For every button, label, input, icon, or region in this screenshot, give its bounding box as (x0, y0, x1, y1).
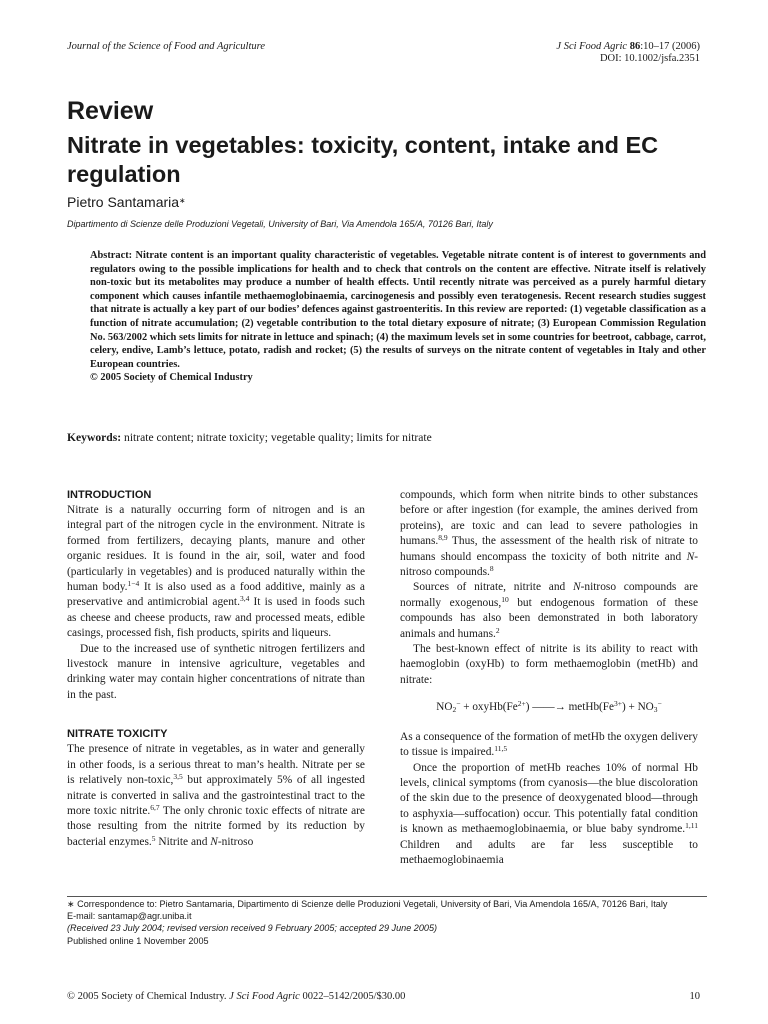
eq-superscript: − (657, 699, 662, 709)
received-dates: (Received 23 July 2004; revised version received 9 February 2005; accepted 29 June 2005) (67, 923, 438, 934)
text-span: -nitroso (217, 835, 254, 848)
section-heading-nitrate-toxicity: NITRATE TOXICITY (67, 728, 168, 741)
right-paragraph-5 (400, 761, 698, 869)
citation-ref: 5 (151, 833, 156, 843)
intro-paragraph-2: Due to the increased use of synthetic nitrogen fertilizers and livestock manure in intensive agriculture, vegetables and drinking water may contain higher concentrations of nitrate than in the past. (67, 642, 365, 701)
footer-copyright (67, 991, 405, 1002)
affiliation: Dipartimento di Scienze delle Produzioni Vegetali, University of Bari, Via Amendola 165/A, 70126 Bari, Italy (67, 219, 493, 229)
text-span: As a consequence of the formation of metHb the oxygen delivery to tissue is impaired. (400, 730, 698, 759)
journal-name: Journal of the Science of Food and Agriculture (67, 41, 266, 52)
citation-ref: 1−4 (127, 579, 140, 589)
keywords (67, 431, 707, 444)
eq-part: + oxyHb(Fe (460, 701, 518, 714)
eq-part: ) + NO (621, 701, 654, 714)
citation-ref: 6,7 (150, 802, 160, 812)
right-paragraph-4 (400, 730, 698, 761)
citation-line (556, 41, 700, 53)
right-column (400, 488, 698, 868)
abstract (90, 249, 706, 385)
citation-ref: 8 (489, 564, 494, 574)
footer-journal: J Sci Food Agric (229, 991, 300, 1002)
eq-subscript: 3 (653, 705, 658, 715)
citation-ref: 8,9 (438, 533, 448, 543)
citation-block (556, 41, 700, 65)
abstract-text: Abstract: Nitrate content is an important quality characteristic of vegetables. Vegetable nitrate content is of interest to governments and regulators owing to the possible implications for health and to check that controls on the content are effective. Nitrate itself is relatively non-toxic but its metabolites may produce a number of health effects. Until recently nitrate was perceived as a purely harmful dietary component which causes infantile methaemoglobinaemia, carcinogenesis and possibly even teratogenesis. Recent research studies suggest that nitrate is actually a key part of our bodies’ defences against gastroenteritis. In this review are reported: (1) vegetable classification as a function of nitrate accumulation; (2) vegetable contribution to the total dietary exposure of nitrate; (3) European Commission Regulation No. 563/2002 which sets limits for nitrate in lettuce and spinach; (4) the maximum levels set in some countries for beetroot, cabbage, carrot, celery, endive, Lamb’s lettuce, potato, radish and rocket; (5) the results of surveys on the nitrate content of vegetables in Italy and other European countries. (90, 250, 706, 370)
eq-part: ) ——→ metHb(Fe (525, 701, 614, 714)
text-span: -nitroso compounds. (400, 550, 698, 579)
text-span: © 2005 Society of Chemical Industry. (67, 991, 230, 1002)
eq-superscript: − (456, 699, 461, 709)
text-span: but approximately 5% of all ingested nitrate is converted in saliva and the gastrointestinal tract to the more toxic nitrite. (67, 774, 365, 817)
citation-pages: :10–17 (2006) (640, 41, 700, 52)
italic-n: N (572, 581, 581, 594)
author-name: Pietro Santamaria (67, 194, 180, 210)
left-column (67, 488, 365, 850)
author-mark: ∗ (179, 196, 186, 205)
eq-subscript: 2 (452, 705, 457, 715)
article-type: Review (67, 97, 154, 125)
citation-ref: 3,5 (173, 772, 183, 782)
citation-ref: 1,11 (685, 821, 698, 831)
text-span: compounds, which form when nitrite binds to other substances before or after ingestion (for example, the amines derived from proteins), are toxic and can lead to severe pathologies in humans. (400, 489, 698, 548)
text-span: Nitrite and (155, 835, 211, 848)
text-span: -nitroso compounds are normally exogenous, (400, 581, 698, 609)
text-span: The presence of nitrate in vegetables, as in water and generally in other foods, is a serious threat to man’s health. Nitrate per se is relatively non-toxic, (67, 743, 365, 787)
keywords-text: nitrate content; nitrate toxicity; vegetable quality; limits for nitrate (124, 431, 432, 444)
published-online: Published online 1 November 2005 (67, 935, 209, 946)
text-span: Thus, the assessment of the health risk of nitrate to humans should encompass the toxicity of both nitrite and (400, 535, 698, 563)
text-span: Sources of nitrate, nitrite and (413, 581, 573, 594)
citation-volume: 86 (629, 41, 641, 52)
text-span: 0022–5142/2005/$30.00 (299, 991, 406, 1002)
citation-ref: 3,4 (239, 594, 250, 604)
italic-n: N (686, 550, 695, 563)
abstract-copyright: © 2005 Society of Chemical Industry (90, 372, 253, 384)
author-line (67, 194, 185, 210)
right-paragraph-3: The best-known effect of nitrite is its ability to react with haemoglobin (oxyHb) to form methaemoglobin (metHb) and nitrate: (400, 643, 698, 686)
doi: DOI: 10.1002/jsfa.2351 (599, 53, 700, 64)
text-span: Once the proportion of metHb reaches 10% of normal Hb levels, clinical symptoms (from cyanosis—the blue discoloration of the skin due to the presence of deoxygenated blood—through to asphyxia—suffocation) occur. This potentially fatal condition is known as methaemoglobinaemia, or blue baby syndrome. (400, 761, 698, 836)
italic-n: N (210, 835, 218, 848)
footnote (67, 898, 707, 947)
text-span: The only chronic toxic effects of nitrate are those resulting from the nitrite formed by its reduction by bacterial enzymes. (67, 804, 365, 848)
right-paragraph-1 (400, 488, 698, 580)
citation-journal: J Sci Food Agric (556, 41, 628, 52)
toxicity-paragraph-1 (67, 742, 365, 850)
eq-superscript: 2+ (517, 699, 526, 709)
article-title: Nitrate in vegetables: toxicity, content, intake and EC regulation (67, 132, 659, 187)
chemical-equation (400, 700, 698, 715)
keywords-label: Keywords: (67, 431, 122, 444)
text-span: It is used in foods such as cheese and cheese products, raw and processed meats, edible casings, processed fish, fish products, spirits and liqueurs. (67, 596, 365, 640)
correspondence-email: E-mail: santamap@agr.uniba.it (67, 911, 192, 922)
citation-ref: 11,5 (494, 744, 508, 754)
section-heading-introduction: INTRODUCTION (67, 489, 152, 501)
text-span: It is also used as a food additive, mainly as a preservative and antimicrobial agent. (67, 581, 365, 609)
eq-part: NO (436, 701, 453, 714)
text-span: Nitrate is a naturally occurring form of nitrogen and is an integral part of the nitrogen cycle in the environment. Nitrate is formed from fertilizers, decaying plants, manure and other organic residues. It is found in the air, soil, water and food (particularly in vegetables) and is produced naturally within the human body. (67, 504, 365, 594)
eq-superscript: 3+ (613, 699, 622, 709)
correspondence-note: ∗ Correspondence to: Pietro Santamaria, Dipartimento di Scienze delle Produzioni Vegetali, University of Bari, Via Amendola 165/A, 70126 Bari, Italy (67, 899, 668, 909)
footnote-divider (67, 896, 707, 897)
citation-ref: 10 (501, 594, 509, 604)
text-span: but endogenous formation of these compounds has also been demonstrated in both laboratory animals and humans. (400, 596, 698, 640)
citation-ref: 2 (495, 625, 500, 635)
intro-paragraph-1 (67, 503, 365, 642)
text-span: Children and adults are far less susceptible to methaemoglobinaemia (400, 838, 698, 866)
right-paragraph-2 (400, 580, 698, 642)
page-number: 10 (689, 991, 700, 1002)
